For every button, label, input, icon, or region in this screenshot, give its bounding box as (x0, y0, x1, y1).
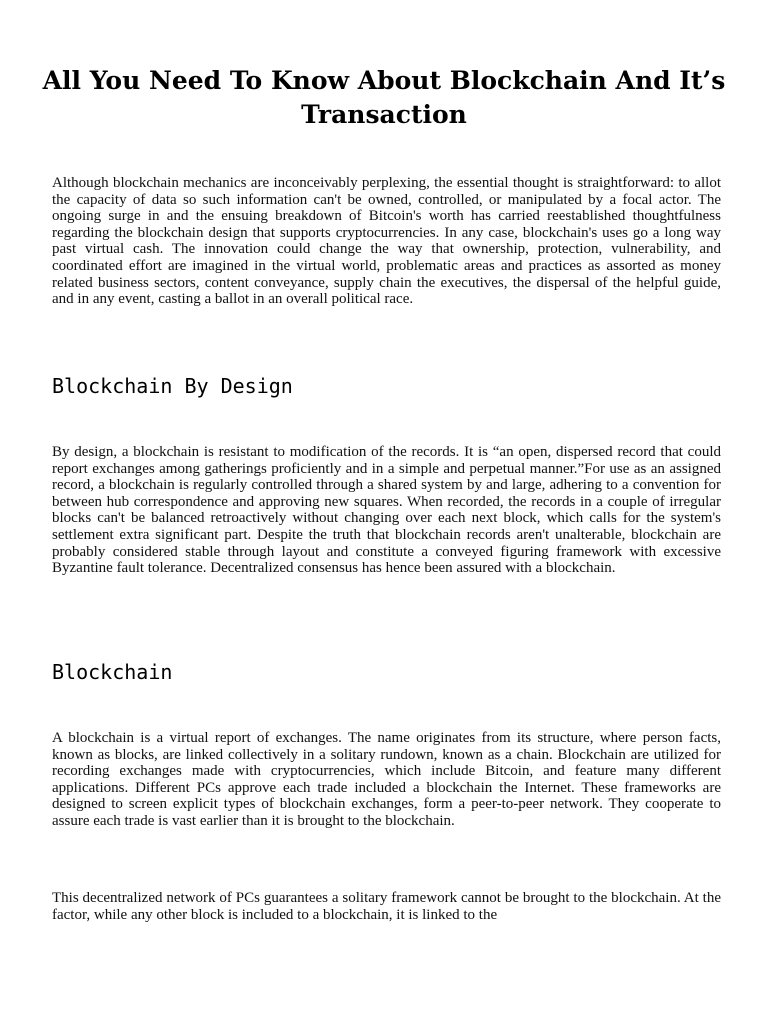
section-heading-blockchain: Blockchain (52, 660, 173, 684)
section-heading-blockchain-by-design: Blockchain By Design (52, 374, 293, 398)
intro-paragraph: Although blockchain mechanics are inconceivably perplexing, the essential thought is straightforward: to allot the capacity of data so such information can't be owned, controlled, or manipulated by a focal actor. The ongoing surge in and the ensuing breakdown of Bitcoin's worth has carried reestablished thoughtfulness regarding the blockchain design that supports cryptocurrencies. In any case, blockchain's uses go a long way past virtual cash. The innovation could change the way that ownership, protection, vulnerability, and coordinated effort are imagined in the virtual world, problematic areas and practices as assorted as money related business sectors, content conveyance, supply chain the executives, the dispersal of the helpful guide, and in any event, casting a ballot in an overall political race. (52, 175, 721, 308)
network-paragraph: This decentralized network of PCs guarantees a solitary framework cannot be brought to the blockchain. At the factor, while any other block is included to a blockchain, it is linked to the (52, 890, 721, 923)
design-paragraph: By design, a blockchain is resistant to modification of the records. It is “an open, dispersed record that could report exchanges among gatherings proficiently and in a simple and perpetual manner.”For use as an assigned record, a blockchain is regularly controlled through a shared system by and large, adhering to a convention for between hub correspondence and approving new squares. When recorded, the records in a couple of irregular blocks can't be balanced retroactively without changing over each next block, which calls for the system's settlement extra significant part. Despite the truth that blockchain records aren't unalterable, blockchain are probably considered stable through layout and constitute a conveyed figuring framework with excessive Byzantine fault tolerance. Decentralized consensus has hence been assured with a blockchain. (52, 444, 721, 577)
blockchain-paragraph: A blockchain is a virtual report of exchanges. The name originates from its structure, where person facts, known as blocks, are linked collectively in a solitary rundown, known as a chain. Blockchain are utilized for recording exchanges made with cryptocurrencies, which include Bitcoin, and feature many different applications. Different PCs approve each trade included a blockchain the Internet. These frameworks are designed to screen explicit types of blockchain exchanges, form a peer-to-peer network. They cooperate to assure each trade is vast earlier than it is brought to the blockchain. (52, 730, 721, 829)
document-title: All You Need To Know About Blockchain And It’s Transaction (42, 66, 726, 129)
